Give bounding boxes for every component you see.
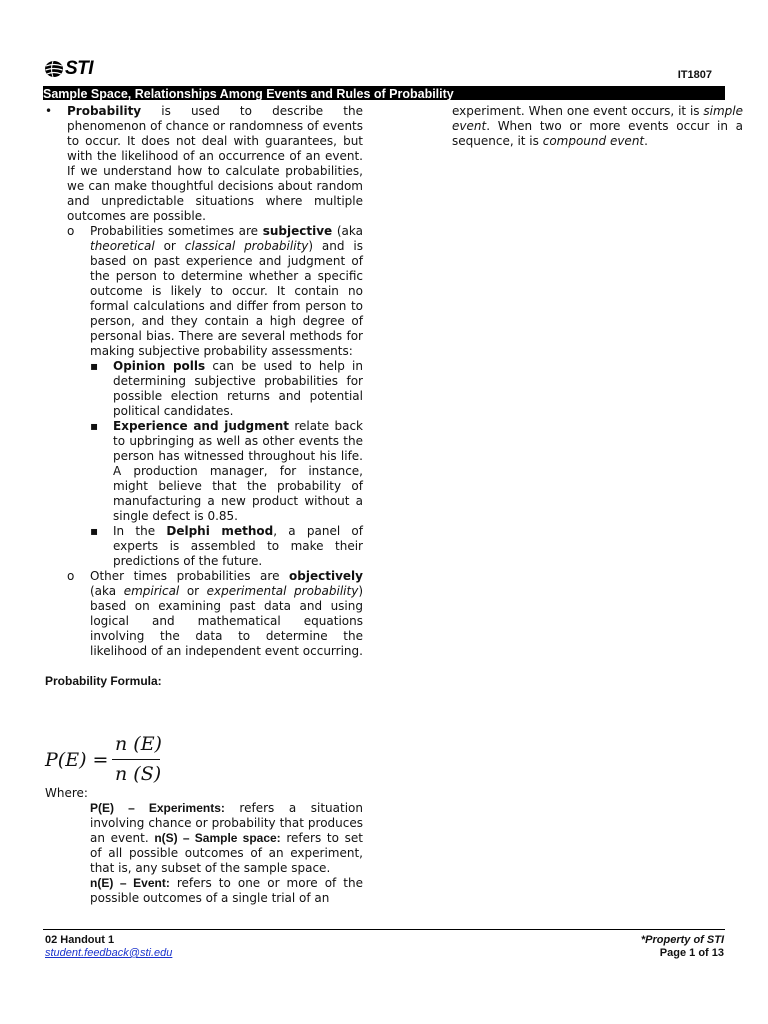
text-run: can be used to help in determining subjective probabilities for possible election returns and potential political candidates. [113, 359, 363, 418]
page-number: Page 1 of 13 [659, 947, 724, 959]
text-run: (aka [90, 584, 124, 598]
footer-divider [43, 929, 725, 930]
text-run: or [179, 584, 207, 598]
square-bullet-icon: ▪ [90, 419, 99, 433]
bullet-icon: • [45, 104, 53, 118]
document-code: IT1807 [677, 69, 712, 81]
handout-label: 02 Handout 1 [45, 934, 115, 946]
term-pe-experiments: P(E) – Experiments: [90, 801, 225, 815]
text-run: refers to one or more of the possible outcomes of a single trial of an [90, 876, 363, 905]
text-run: or [154, 239, 185, 253]
property-label: *Property of STI [640, 934, 724, 946]
formula-denominator: n (S) [115, 763, 162, 785]
probability-formula [45, 731, 175, 787]
term-ne-event: n(E) – Event: [90, 876, 170, 890]
definitions [45, 786, 363, 906]
text-run: . [644, 134, 648, 148]
square-bullet-icon: ▪ [90, 524, 99, 538]
where-label: Where: [45, 786, 88, 800]
term-probability: Probability [67, 104, 142, 118]
term-simple-event: simple event [452, 104, 743, 133]
term-theoretical: theoretical [90, 239, 155, 253]
list-item [45, 104, 363, 224]
logo-text: STI [65, 58, 94, 79]
feedback-line [45, 947, 172, 959]
list-item [90, 359, 363, 419]
text-run: Probabilities sometimes are [90, 224, 263, 238]
text-run: ) based on examining past data and using logical and mathematical equations involving the data to determine the likelihood of an independent event occurring. [90, 584, 363, 658]
term-subjective: subjective [262, 224, 333, 238]
term-delphi-method: Delphi method [166, 524, 274, 538]
term-classical-probability: classical probability [184, 239, 309, 253]
term-experimental-probability: experimental probability [206, 584, 359, 598]
list-item [90, 419, 363, 524]
text-run: relate back to upbringing as well as other events the person has witnessed throughout his life. A production manager, for instance, might believe that the probability of manufacturing a new product without a single defect is 0.85. [113, 419, 363, 523]
globe-icon [44, 60, 64, 78]
formula-numerator: n (E) [115, 733, 162, 755]
text-run: Other times probabilities are [90, 569, 290, 583]
term-ns-sample-space: n(S) – Sample space: [154, 831, 281, 845]
list-item [90, 524, 363, 569]
circle-bullet-icon: o [67, 224, 75, 238]
sti-logo [44, 58, 93, 80]
term-experience-judgment: Experience and judgment [113, 419, 289, 433]
formula-lhs: P(E) = [45, 749, 109, 771]
text-run: refers to set of all possible outcomes of an experiment, that is, any subset of the sample space. [90, 831, 363, 875]
right-column [452, 104, 743, 149]
fraction-bar [112, 759, 160, 760]
term-empirical: empirical [123, 584, 180, 598]
text-run: ) and is based on past experience and judgment of the person to determine whether a specific outcome is likely to occur. It contain no formal calculations and differ from person to person, and they contain a high degree of personal bias. There are several methods for making subjective probability assessments: [90, 239, 363, 358]
list-item [67, 569, 363, 659]
term-objectively: objectively [289, 569, 363, 583]
document-title: Sample Space, Relationships Among Events and Rules of Probability [43, 87, 454, 100]
probability-description: is used to describe the phenomenon of chance or randomness of events to occur. It does not deal with guarantees, but with the likelihood of an occurrence of an event. If we understand how to calculate probabilities, we can make thoughtful decisions about random and unpredictable situations where multiple outcomes are possible. [67, 104, 363, 223]
text-run: (aka [332, 224, 363, 238]
list-item [67, 224, 363, 359]
term-compound-event: compound event [542, 134, 645, 148]
text-run: experiment. When one event occurs, it is [452, 104, 704, 118]
term-opinion-polls: Opinion polls [113, 359, 206, 373]
left-column [45, 104, 363, 689]
square-bullet-icon: ▪ [90, 359, 99, 373]
text-run: , a panel of experts is assembled to make their predictions of the future. [113, 524, 363, 568]
circle-bullet-icon: o [67, 569, 75, 583]
text-run: refers a situation involving chance or probability that produces an event. [90, 801, 363, 845]
title-bar [43, 86, 725, 100]
text-run: In the [113, 524, 167, 538]
feedback-email-link[interactable]: student.feedback@sti.edu [45, 947, 173, 959]
formula-heading: Probability Formula: [45, 674, 162, 688]
text-run: . When two or more events occur in a sequence, it is [452, 119, 743, 148]
